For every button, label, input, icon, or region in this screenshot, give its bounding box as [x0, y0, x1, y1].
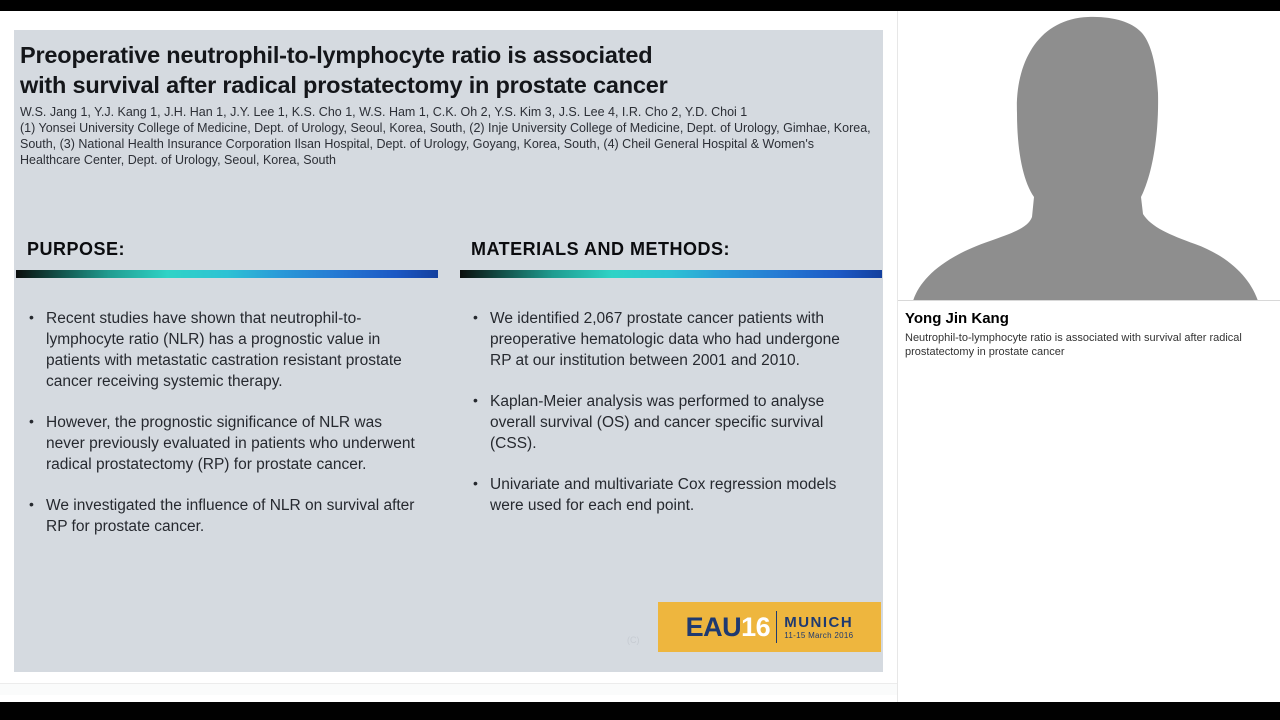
- methods-section: [460, 240, 882, 557]
- speaker-name: Yong Jin Kang: [905, 310, 1009, 327]
- purpose-accent-bar: [16, 270, 438, 278]
- purpose-bullet: • However, the prognostic significance of NLR was never previously evaluated in patients who underwent radical prostatectomy (RP) for prostate cancer.: [29, 412, 421, 475]
- eau-text: EAU: [685, 611, 742, 642]
- slide-columns: [16, 240, 882, 557]
- methods-bullet: • Univariate and multivariate Cox regression models were used for each end point.: [473, 474, 865, 516]
- video-area: [0, 11, 897, 702]
- top-letterbox-bar: [0, 0, 1280, 11]
- slide-title: [20, 40, 876, 100]
- poster-slide: [14, 30, 883, 672]
- logo-divider: [776, 611, 777, 643]
- bottom-letterbox-bar: [0, 702, 1280, 720]
- slide-title-line-2: with survival after radical prostatectomy in prostate cancer: [20, 72, 668, 98]
- logo-city-block: [784, 615, 853, 640]
- methods-bullet: • We identified 2,067 prostate cancer patients with preoperative hematologic data who had undergone RP at our institution between 2001 and 2010.: [473, 308, 865, 371]
- purpose-section: [16, 240, 438, 557]
- methods-bullet: • Kaplan-Meier analysis was performed to analyse overall survival (OS) and cancer specific survival (CSS).: [473, 391, 865, 454]
- speaker-info: [898, 301, 1280, 359]
- affiliation-list: (1) Yonsei University College of Medicine, Dept. of Urology, Seoul, Korea, South, (2) Inje University College of Medicine, Dept. of Urology, Gimhae, Korea, South, (3) National Health Insurance Corporation Ilsan Hospital, Dept. of Urology, Goyang, Korea, South, (4) Cheil General Hospital & Women's Healthcare Center, Dept. of Urology, Seoul, Korea, South: [20, 121, 871, 167]
- person-silhouette-icon: [898, 11, 1280, 301]
- year-text: 16: [741, 611, 771, 642]
- purpose-bullet: • We investigated the influence of NLR on survival after RP for prostate cancer.: [29, 495, 421, 537]
- copyright-watermark: (C): [627, 635, 640, 645]
- methods-heading: MATERIALS AND METHODS:: [471, 239, 730, 259]
- eau16-wordmark: [685, 611, 771, 642]
- methods-accent-bar: [460, 270, 882, 278]
- speaker-panel: [898, 11, 1280, 702]
- video-bottom-edge: [0, 683, 897, 695]
- speaker-card[interactable]: [898, 11, 1280, 359]
- avatar-box: [898, 11, 1280, 301]
- slide-header: [20, 40, 876, 168]
- purpose-heading: PURPOSE:: [27, 239, 126, 259]
- author-list: W.S. Jang 1, Y.J. Kang 1, J.H. Han 1, J.Y. Lee 1, K.S. Cho 1, W.S. Ham 1, C.K. Oh 2, Y.S. Kim 3, J.S. Lee 4, I.R. Cho 2, Y.D. Choi 1: [20, 105, 748, 119]
- purpose-bullet-list: [16, 308, 438, 537]
- slide-title-line-1: Preoperative neutrophil-to-lymphocyte ratio is associated: [20, 42, 653, 68]
- eau16-munich-logo: [658, 602, 881, 652]
- purpose-bullet: • Recent studies have shown that neutrophil-to-lymphocyte ratio (NLR) has a prognostic value in patients with metastatic castration resistant prostate cancer receiving systemic therapy.: [29, 308, 421, 392]
- logo-city: MUNICH: [784, 613, 854, 631]
- logo-dates: 11-15 March 2016: [784, 630, 854, 640]
- speaker-presentation-title: Neutrophil-to-lymphocyte ratio is associated with survival after radical prostatectomy in prostate cancer: [905, 332, 1242, 358]
- methods-bullet-list: [460, 308, 882, 516]
